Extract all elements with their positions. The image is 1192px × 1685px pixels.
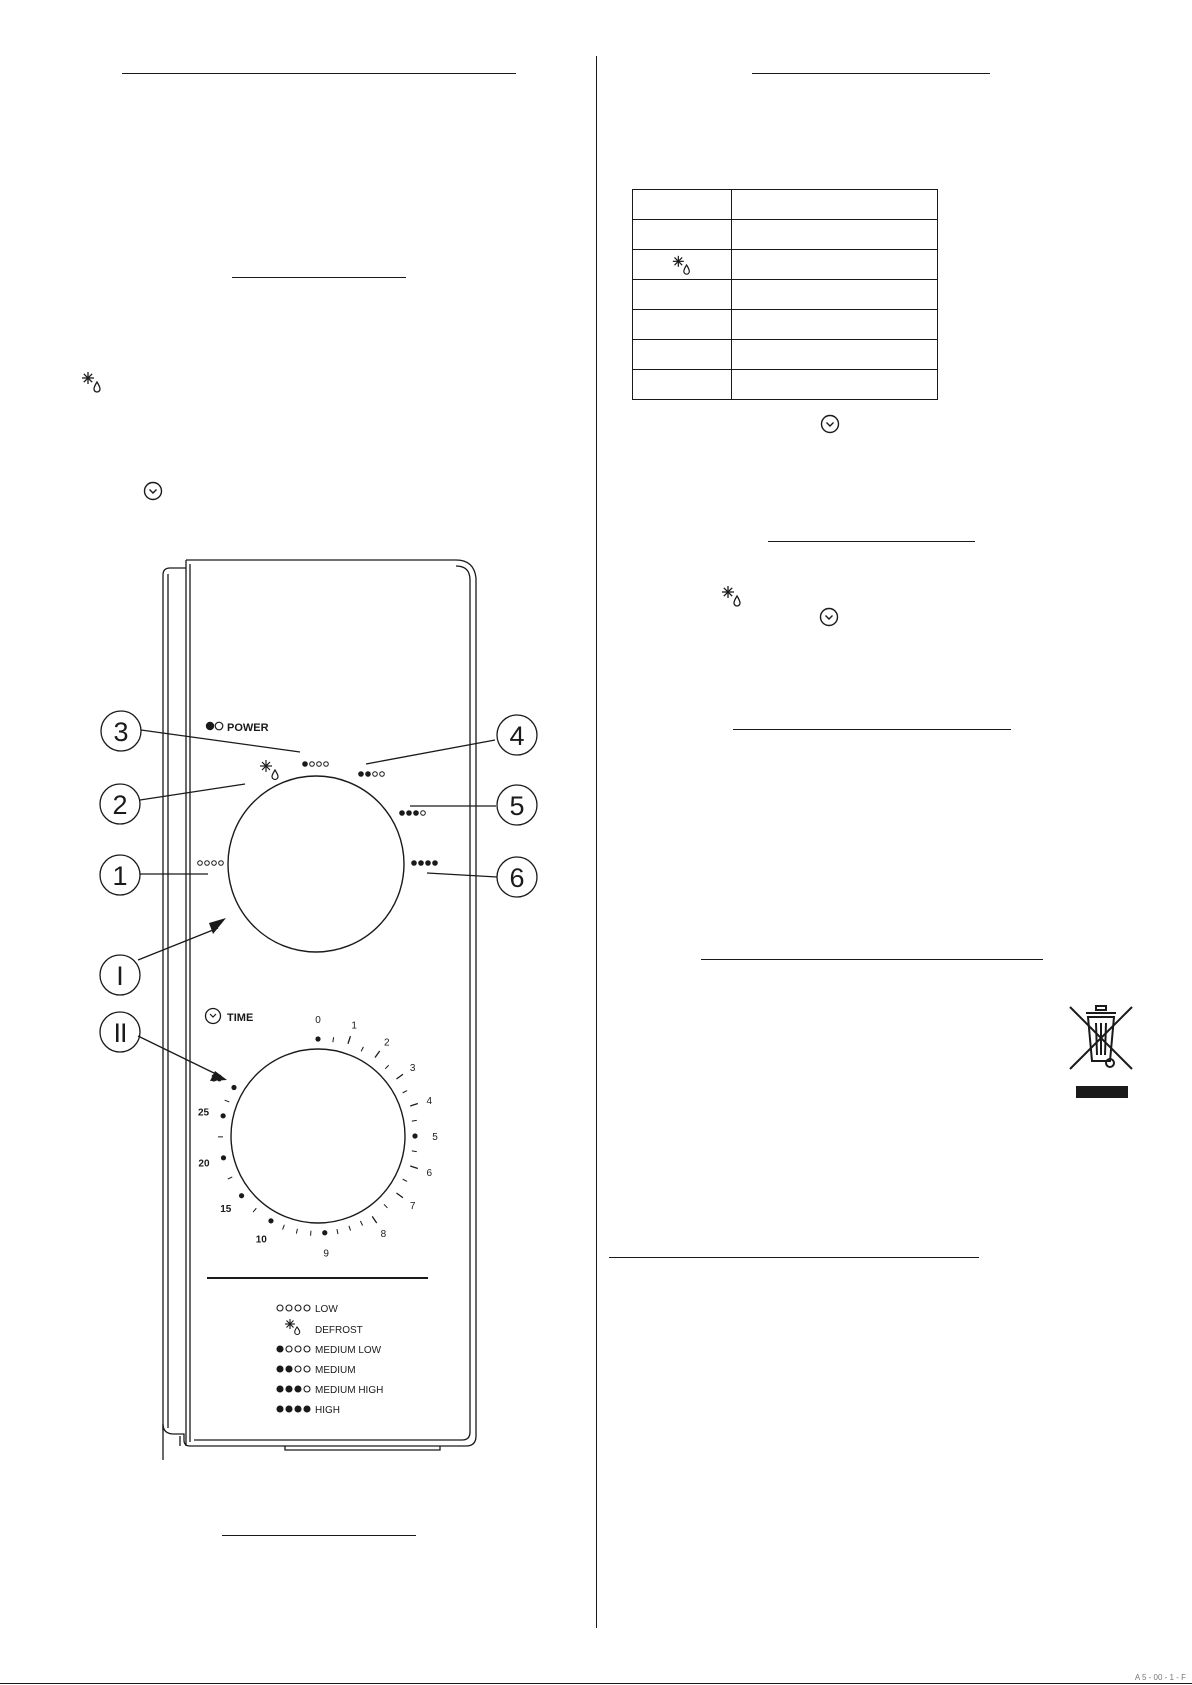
legend-dot	[304, 1305, 310, 1311]
legend-dot	[286, 1346, 292, 1352]
timer-tick-3	[396, 1074, 402, 1079]
defrost-icon	[671, 254, 693, 276]
legend-dot	[277, 1406, 283, 1412]
column-divider	[596, 56, 597, 1628]
timer-label-4: 4	[426, 1095, 433, 1107]
timer-minor-tick	[228, 1177, 233, 1179]
legend-dot	[295, 1346, 301, 1352]
right-bottom-heading-rule	[609, 1257, 979, 1258]
timer-tick-8	[372, 1216, 376, 1223]
legend-dot	[277, 1386, 283, 1392]
timer-minor-tick	[412, 1151, 417, 1152]
timer-label-9: 9	[323, 1248, 329, 1260]
timer-minor-tick	[403, 1091, 407, 1093]
defrost-icon	[720, 584, 744, 608]
callout-3: 3	[113, 717, 129, 747]
timer-minor-tick	[253, 1208, 256, 1212]
timer-icon	[143, 481, 163, 501]
time-label: TIME	[227, 1012, 254, 1024]
legend-low: LOW	[315, 1304, 338, 1315]
timer-dot-25	[221, 1113, 226, 1118]
legend-dot	[304, 1366, 310, 1372]
legend-dot	[286, 1406, 292, 1412]
callout-4: 4	[509, 721, 525, 751]
callout-I: I	[116, 961, 124, 991]
timer-minor-tick	[360, 1221, 362, 1225]
table-row	[633, 340, 938, 370]
legend-medium-low: MEDIUM LOW	[315, 1345, 382, 1356]
timer-label-7: 7	[409, 1200, 416, 1212]
left-bottom-heading-rule	[222, 1535, 416, 1536]
right-subheading-rule-3	[701, 959, 1043, 960]
legend-defrost: DEFROST	[315, 1325, 363, 1336]
legend-dot	[304, 1406, 310, 1412]
control-panel-diagram	[90, 555, 550, 1460]
callout-6: 6	[509, 863, 525, 893]
timer-tick-4	[410, 1104, 418, 1106]
timer-label-6: 6	[426, 1168, 433, 1180]
left-subheading-rule	[232, 277, 406, 278]
right-subheading-rule-2	[733, 729, 1011, 730]
timer-minor-tick	[412, 1120, 417, 1121]
timer-label-1: 1	[351, 1020, 357, 1032]
timer-label-3: 3	[409, 1063, 416, 1075]
legend-dot	[286, 1366, 292, 1372]
table-row	[633, 250, 938, 280]
legend-medium-high: MEDIUM HIGH	[315, 1385, 384, 1396]
callout-1: 1	[112, 861, 128, 891]
timer-dot-9	[322, 1230, 327, 1235]
timer-minor-tick	[361, 1047, 363, 1051]
timer-dot-15	[239, 1193, 244, 1198]
legend-dot	[277, 1366, 283, 1372]
timer-dot-30	[231, 1085, 236, 1090]
footer-rule	[0, 1683, 1192, 1684]
timer-minor-tick	[337, 1229, 338, 1234]
table-row	[633, 190, 938, 220]
timer-label-25: 25	[197, 1107, 210, 1119]
power-label: POWER	[227, 722, 269, 734]
timer-minor-tick	[333, 1037, 334, 1042]
power-level-table	[632, 189, 938, 400]
timer-dot-20	[221, 1155, 226, 1160]
timer-label-15: 15	[220, 1204, 232, 1216]
legend-dot	[277, 1346, 283, 1352]
legend-dot	[304, 1386, 310, 1392]
right-subheading-rule-1	[768, 541, 975, 542]
weee-bin-icon	[1066, 1003, 1136, 1103]
timer-icon	[819, 607, 839, 627]
power-level-markers	[198, 762, 438, 866]
callout-5: 5	[509, 791, 525, 821]
legend-dot	[295, 1305, 301, 1311]
timer-label-5: 5	[432, 1132, 438, 1143]
callout-2: 2	[112, 790, 128, 820]
timer-dot-5	[412, 1133, 417, 1138]
legend-dot	[286, 1386, 292, 1392]
timer-label-10: 10	[255, 1234, 267, 1246]
timer-label-8: 8	[380, 1228, 387, 1240]
timer-label-2: 2	[383, 1037, 390, 1049]
timer-label-20: 20	[198, 1158, 210, 1170]
legend-medium: MEDIUM	[315, 1365, 356, 1376]
legend-high: HIGH	[315, 1405, 340, 1416]
legend-dot	[295, 1406, 301, 1412]
table-row	[633, 310, 938, 340]
footer-page-mark: A 5 - 00 - 1 - F	[1134, 1673, 1186, 1682]
timer-label-0: 0	[315, 1015, 321, 1026]
callout-II: II	[113, 1018, 127, 1048]
timer-minor-tick	[296, 1229, 297, 1234]
table-row	[633, 280, 938, 310]
timer-minor-tick	[349, 1226, 351, 1231]
timer-tick-6	[410, 1166, 418, 1168]
timer-minor-tick	[385, 1065, 389, 1069]
legend-dot	[295, 1386, 301, 1392]
timer-minor-tick	[283, 1225, 285, 1230]
legend-dot	[295, 1366, 301, 1372]
timer-tick-1	[348, 1036, 350, 1044]
timer-minor-tick	[225, 1100, 230, 1102]
timer-dot-0	[315, 1036, 320, 1041]
timer-minor-tick	[403, 1179, 407, 1181]
timer-dot-10	[268, 1218, 273, 1223]
left-heading-rule	[122, 73, 516, 74]
timer-icon	[820, 414, 840, 434]
timer-tick-7	[396, 1193, 402, 1198]
legend-dot	[277, 1305, 283, 1311]
timer-tick-2	[375, 1051, 380, 1057]
legend-dot	[304, 1346, 310, 1352]
legend-dot	[286, 1305, 292, 1311]
defrost-icon	[80, 370, 104, 394]
timer-minor-tick	[384, 1204, 387, 1208]
table-row	[633, 220, 938, 250]
table-row	[633, 370, 938, 400]
right-heading-rule	[752, 73, 990, 74]
